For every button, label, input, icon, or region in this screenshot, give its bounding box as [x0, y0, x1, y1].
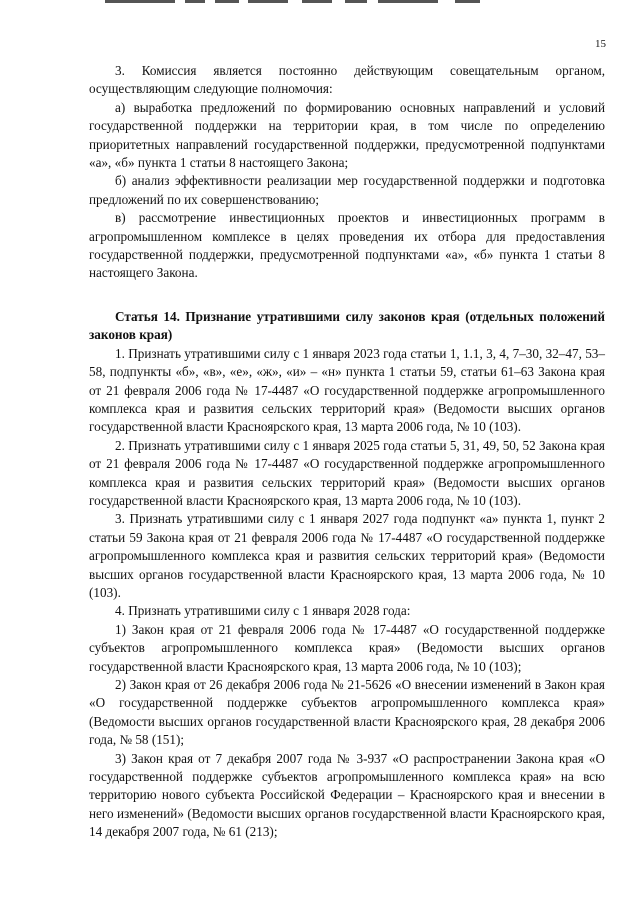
paragraph-article-14-4-2: 2) Закон края от 26 декабря 2006 года № 21-5626 «О внесении изменений в Закон края «О государственной поддержке субъектов агропромышленного комплекса края» (Ведомости высших органов государственной власти Красноярского края, 28 декабря 2006 года, № 58 (151); — [89, 677, 605, 748]
scan-top-edge — [0, 0, 636, 6]
article-14-heading: Статья 14. Признание утратившими силу законов края (отдельных положений законов края) — [89, 308, 605, 343]
paragraph-item-b: б) анализ эффективности реализации мер государственной поддержки и подготовка предложений по их совершенствованию; — [89, 173, 605, 207]
document-body — [89, 62, 605, 842]
paragraph-article-14-2: 2. Признать утратившими силу с 1 января 2025 года статьи 5, 31, 49, 50, 52 Закона края от 21 февраля 2006 года № 17-4487 «О государственной поддержке агропромышленного комплекса края и развития сельских территорий края» (Ведомости высших органов государственной власти Красноярского края, 13 марта 2006 года, № 10 (103). — [89, 437, 605, 508]
paragraph-item-a: а) выработка предложений по формированию основных направлений и условий государственной поддержки на территории края, в том числе по определению приоритетных направлений государственной поддержки, предусмотренной подпунктами «а», «б» пункта 1 статьи 8 настоящего Закона; — [89, 99, 605, 171]
page-number: 15 — [595, 38, 606, 50]
paragraph-article-14-4-1: 1) Закон края от 21 февраля 2006 года № 17-4487 «О государственной поддержке субъектов агропромышленного комплекса края» (Ведомости высших органов государственной власти Красноярского края, 13 марта 2006 года, № 10 (103); — [89, 621, 605, 674]
paragraph-commission-powers: 3. Комиссия является постоянно действующим совещательным органом, осуществляющим следующие полномочия: — [89, 63, 605, 97]
paragraph-article-14-1: 1. Признать утратившими силу с 1 января 2023 года статьи 1, 1.1, 3, 4, 7–30, 32–47, 53–58, подпункты «б», «в», «е», «ж», «и» – «н» пункта 1 статьи 59, статьи 61–63 Закона края от 21 февраля 2006 года № 17-4487 «О государственной поддержке агропромышленного комплекса края и развития сельских территорий края» (Ведомости высших органов государственной власти Красноярского края, 13 марта 2006 года, № 10 (103). — [89, 345, 605, 435]
paragraph-item-v: в) рассмотрение инвестиционных проектов и инвестиционных программ в агропромышленном комплексе в целях проведения их отбора для предоставления государственной поддержки, предусмотренной подпунктами «а», «б» пункта 1 статьи 8 настоящего Закона. — [89, 210, 605, 281]
paragraph-article-14-3: 3. Признать утратившими силу с 1 января 2027 года подпункт «а» пункта 1, пункт 2 статьи 59 Закона края от 21 февраля 2006 года № 17-4487 «О государственной поддержке агропромышленного комплекса края и развития сельских территорий края» (Ведомости высших органов государственной власти Красноярского края, 13 марта 2006 года, № 10 (103). — [89, 511, 605, 600]
paragraph-article-14-4: 4. Признать утратившими силу с 1 января 2028 года: — [115, 603, 411, 619]
paragraph-article-14-4-3: 3) Закон края от 7 декабря 2007 года № 3-937 «О распространении Закона края «О государственной поддержке субъектов агропромышленного комплекса края» на всю территорию нового субъекта Российской Федерации – Красноярского края и внесении в него изменений» (Ведомости высших органов государственной власти Красноярского края, 14 декабря 2007 года, № 61 (213); — [89, 750, 605, 840]
